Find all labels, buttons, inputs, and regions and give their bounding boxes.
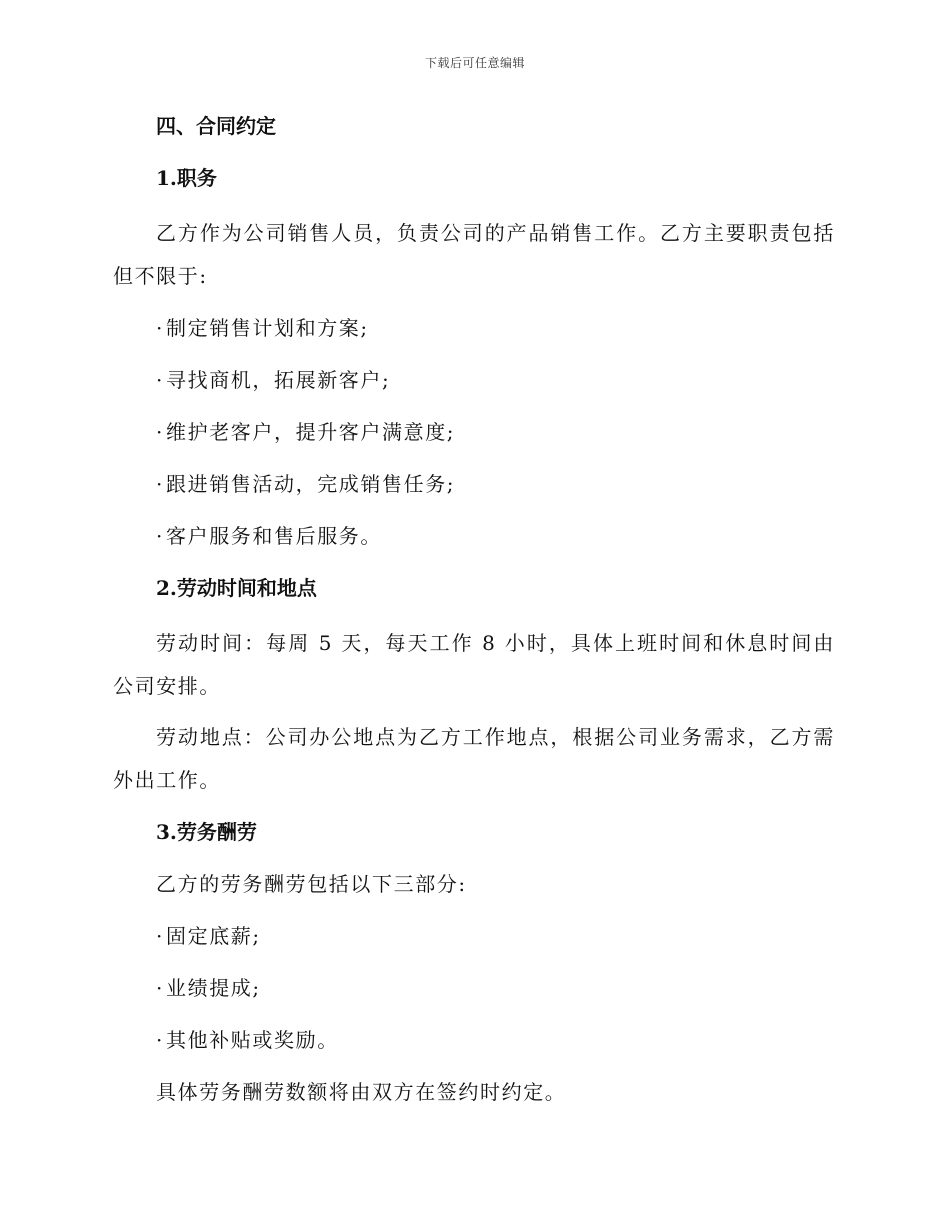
bullet-icon: · bbox=[156, 1028, 164, 1052]
document-body bbox=[113, 108, 835, 1126]
pay-item: · 其他补贴或奖励。 bbox=[113, 1022, 835, 1058]
work-time: 劳动时间：每周 5 天，每天工作 8 小时，具体上班时间和休息时间由公司安排。 bbox=[113, 631, 835, 698]
bullet-icon: · bbox=[156, 472, 164, 496]
pay-heading: 3.劳务酬劳 bbox=[156, 820, 257, 844]
work-heading: 2.劳动时间和地点 bbox=[156, 576, 317, 600]
pay-item: · 业绩提成; bbox=[113, 970, 835, 1006]
pay-closing: 具体劳务酬劳数额将由双方在签约时约定。 bbox=[156, 1080, 567, 1104]
page-header: 下载后可任意编辑 bbox=[424, 56, 525, 70]
pay-intro: 乙方的劳务酬劳包括以下三部分: bbox=[156, 872, 467, 896]
bullet-icon: · bbox=[156, 420, 164, 444]
duty-item: · 寻找商机，拓展新客户; bbox=[113, 362, 835, 398]
bullet-icon: · bbox=[156, 524, 164, 548]
duty-item: · 客户服务和售后服务。 bbox=[113, 518, 835, 554]
section-title: 四、合同约定 bbox=[156, 114, 276, 138]
work-place: 劳动地点：公司办公地点为乙方工作地点，根据公司业务需求，乙方需外出工作。 bbox=[113, 725, 835, 792]
duties-heading: 1.职务 bbox=[156, 166, 217, 190]
duties-intro: 乙方作为公司销售人员，负责公司的产品销售工作。乙方主要职责包括但不限于: bbox=[113, 221, 835, 288]
pay-item: · 固定底薪; bbox=[113, 918, 835, 954]
bullet-icon: · bbox=[156, 316, 164, 340]
bullet-icon: · bbox=[156, 368, 164, 392]
duty-item: · 制定销售计划和方案; bbox=[113, 310, 835, 346]
duty-item: · 跟进销售活动，完成销售任务; bbox=[113, 466, 835, 502]
bullet-icon: · bbox=[156, 924, 164, 948]
bullet-icon: · bbox=[156, 976, 164, 1000]
duty-item: · 维护老客户，提升客户满意度; bbox=[113, 414, 835, 450]
